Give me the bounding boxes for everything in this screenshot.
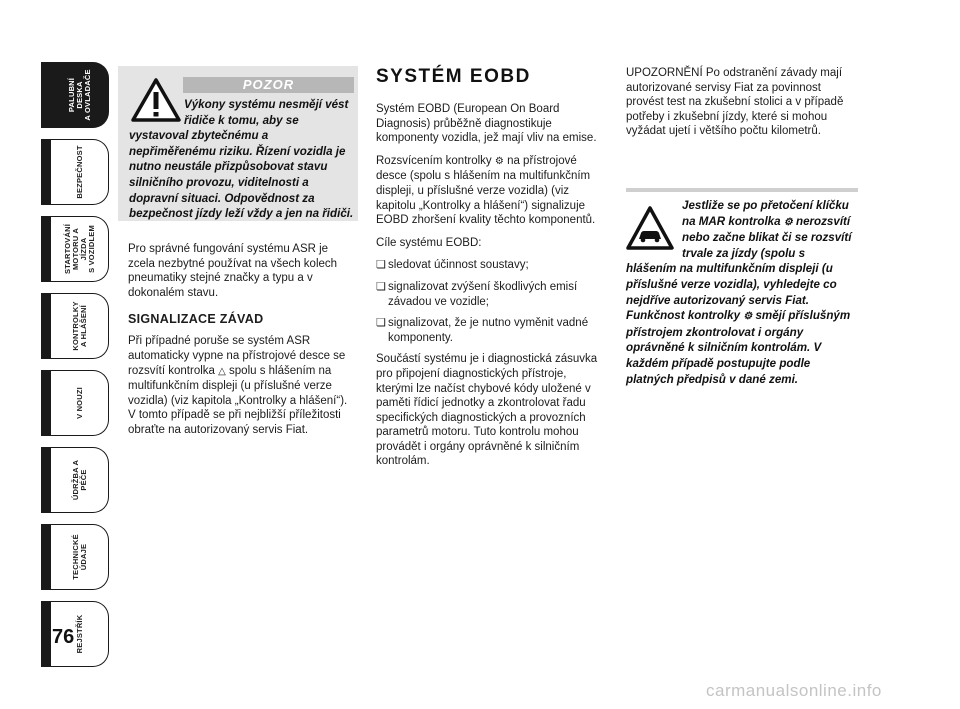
notice-paragraph: UPOZORNĚNÍ Po odstranění závady mají autorizované servisy Fiat za povinnost provést test na zkušební stolici a v případě potřeby i zkušební jízdy, které si mohou vyžádat ujetí i většího počtu kilometrů. bbox=[626, 67, 844, 138]
engine-check-icon: ⚙ bbox=[494, 155, 504, 167]
section-heading-fault: SIGNALIZACE ZÁVAD bbox=[128, 312, 264, 327]
tab-label: TECHNICKÉ ÚDAJE bbox=[70, 534, 88, 580]
checkbox-bullet-icon: ❏ bbox=[376, 317, 386, 330]
column-asr bbox=[128, 242, 358, 446]
engine-check-icon: ⚙ bbox=[743, 311, 753, 323]
tab-label: REJSTŘÍK bbox=[74, 614, 84, 654]
warning-text: Výkony systému nesmějí vést řidiče k tomu, aby se vystavoval zbytečnému a nepřiměřenému riziku. Řízení vozidla je nutno neustále přizpůsobovat stavu silničního provozu, viditelnosti a dopravní situaci. Odpovědnost za bezpečnost jízdy leží vždy a jen na řidiči. bbox=[129, 98, 354, 221]
engine-check-icon: ⚙ bbox=[783, 216, 793, 228]
fault-paragraph: Při případné poruše se systém ASR automaticky vypne na přístrojové desce se rozsvítí kontrolka △ spolu s hlášením na multifunkčním displeji (u příslušné verze vozidla) (viz kapitola „Kontrolky a hlášení“). V tomto případě se při nejbližší příležitosti obraťte na autorizovaný servis Fiat. bbox=[128, 335, 348, 436]
asr-intro: Pro správné fungování systému ASR je zcela nezbytné používat na všech kolech pneumatiky stejné značky a typu a v dokonalém stavu. bbox=[128, 243, 338, 299]
asr-lamp-icon: △ bbox=[218, 365, 226, 377]
car-warning-triangle-icon bbox=[626, 206, 674, 250]
tab-kontrolky[interactable] bbox=[41, 293, 109, 359]
tab-udrzba[interactable] bbox=[41, 447, 109, 513]
page-number: 76 bbox=[52, 626, 75, 648]
tab-label: ÚDRŽBA A PÉČE bbox=[70, 459, 88, 501]
list-item: ❏ signalizovat zvýšení škodlivých emisí závadou ve vozidle; bbox=[376, 280, 578, 308]
eobd-paragraph-2: Rozsvícením kontrolky ⚙ na přístrojové desce (spolu s hlášením na multifunkčním displeji, u příslušné verze vozidla) (viz kapitolu „Kontrolky a hlášení“) signalizuje EOBD zhoršení kvality těchto komponentů. bbox=[376, 154, 596, 227]
tab-label: KONTROLKY A HLÁŠENÍ bbox=[70, 301, 88, 351]
checkbox-bullet-icon: ❏ bbox=[376, 259, 386, 272]
section-heading-eobd: SYSTÉM EOBD bbox=[376, 66, 531, 87]
tab-v-nouzi[interactable] bbox=[41, 370, 109, 436]
warning-title: POZOR bbox=[183, 77, 354, 93]
checkbox-bullet-icon: ❏ bbox=[376, 280, 386, 293]
eobd-paragraph-1: Systém EOBD (European On Board Diagnosis) průběžně diagnostikuje komponenty vozidla, jež mají vliv na emise. bbox=[376, 103, 597, 145]
list-item: ❏ signalizovat, že je nutno vyměnit vadné komponenty. bbox=[376, 317, 589, 344]
tab-startovani[interactable] bbox=[41, 216, 109, 282]
tab-label: PALUBNÍ DESKA A OVLADAČE bbox=[66, 69, 92, 121]
tab-technicke-udaje[interactable] bbox=[41, 524, 109, 590]
tab-bezpecnost[interactable] bbox=[41, 139, 109, 205]
eobd-paragraph-3: Součástí systému je i diagnostická zásuvka pro připojení diagnostických přístroje, kterými lze načíst chybové kódy uložené v paměti řídicí jednotky a zkontrolovat řadu specifických diagnostických a provozních parametrů motoru. Tuto kontrolu mohou provádět i orgány oprávněné k silničním kontrolám. bbox=[376, 353, 598, 468]
car-warning-note: Jestliže se po přetočení klíčku na MAR kontrolka ⚙ nerozsvítí nebo začne blikat či se rozsvítí trvale za jízdy (spolu s hlášením na multifunkčním displeji (u příslušné verze vozidla), vyhledejte co nejdříve autorizovaný servis Fiat. Funkčnost kontrolky ⚙ smějí příslušným přístrojem zkontrolovat i orgány oprávněné k silničním kontrolám. V každém případě postupujte podle platných předpisů v dané zemi. bbox=[626, 188, 858, 387]
tab-label: BEZPEČNOST bbox=[74, 145, 84, 199]
column-notice bbox=[626, 66, 858, 147]
watermark: carmanualsonline.info bbox=[706, 681, 882, 700]
tab-palubni-deska[interactable] bbox=[41, 62, 109, 128]
chapter-tabs bbox=[41, 62, 109, 678]
list-item: ❏ sledovat účinnost soustavy; bbox=[376, 259, 529, 272]
tab-label: STARTOVÁNÍ MOTORU A JÍZDA S VOZIDLEM bbox=[62, 223, 96, 275]
warning-box bbox=[118, 66, 358, 221]
column-eobd bbox=[376, 66, 604, 477]
tab-label: V NOUZI bbox=[74, 387, 84, 419]
eobd-goals-title: Cíle systému EOBD: bbox=[376, 236, 482, 249]
